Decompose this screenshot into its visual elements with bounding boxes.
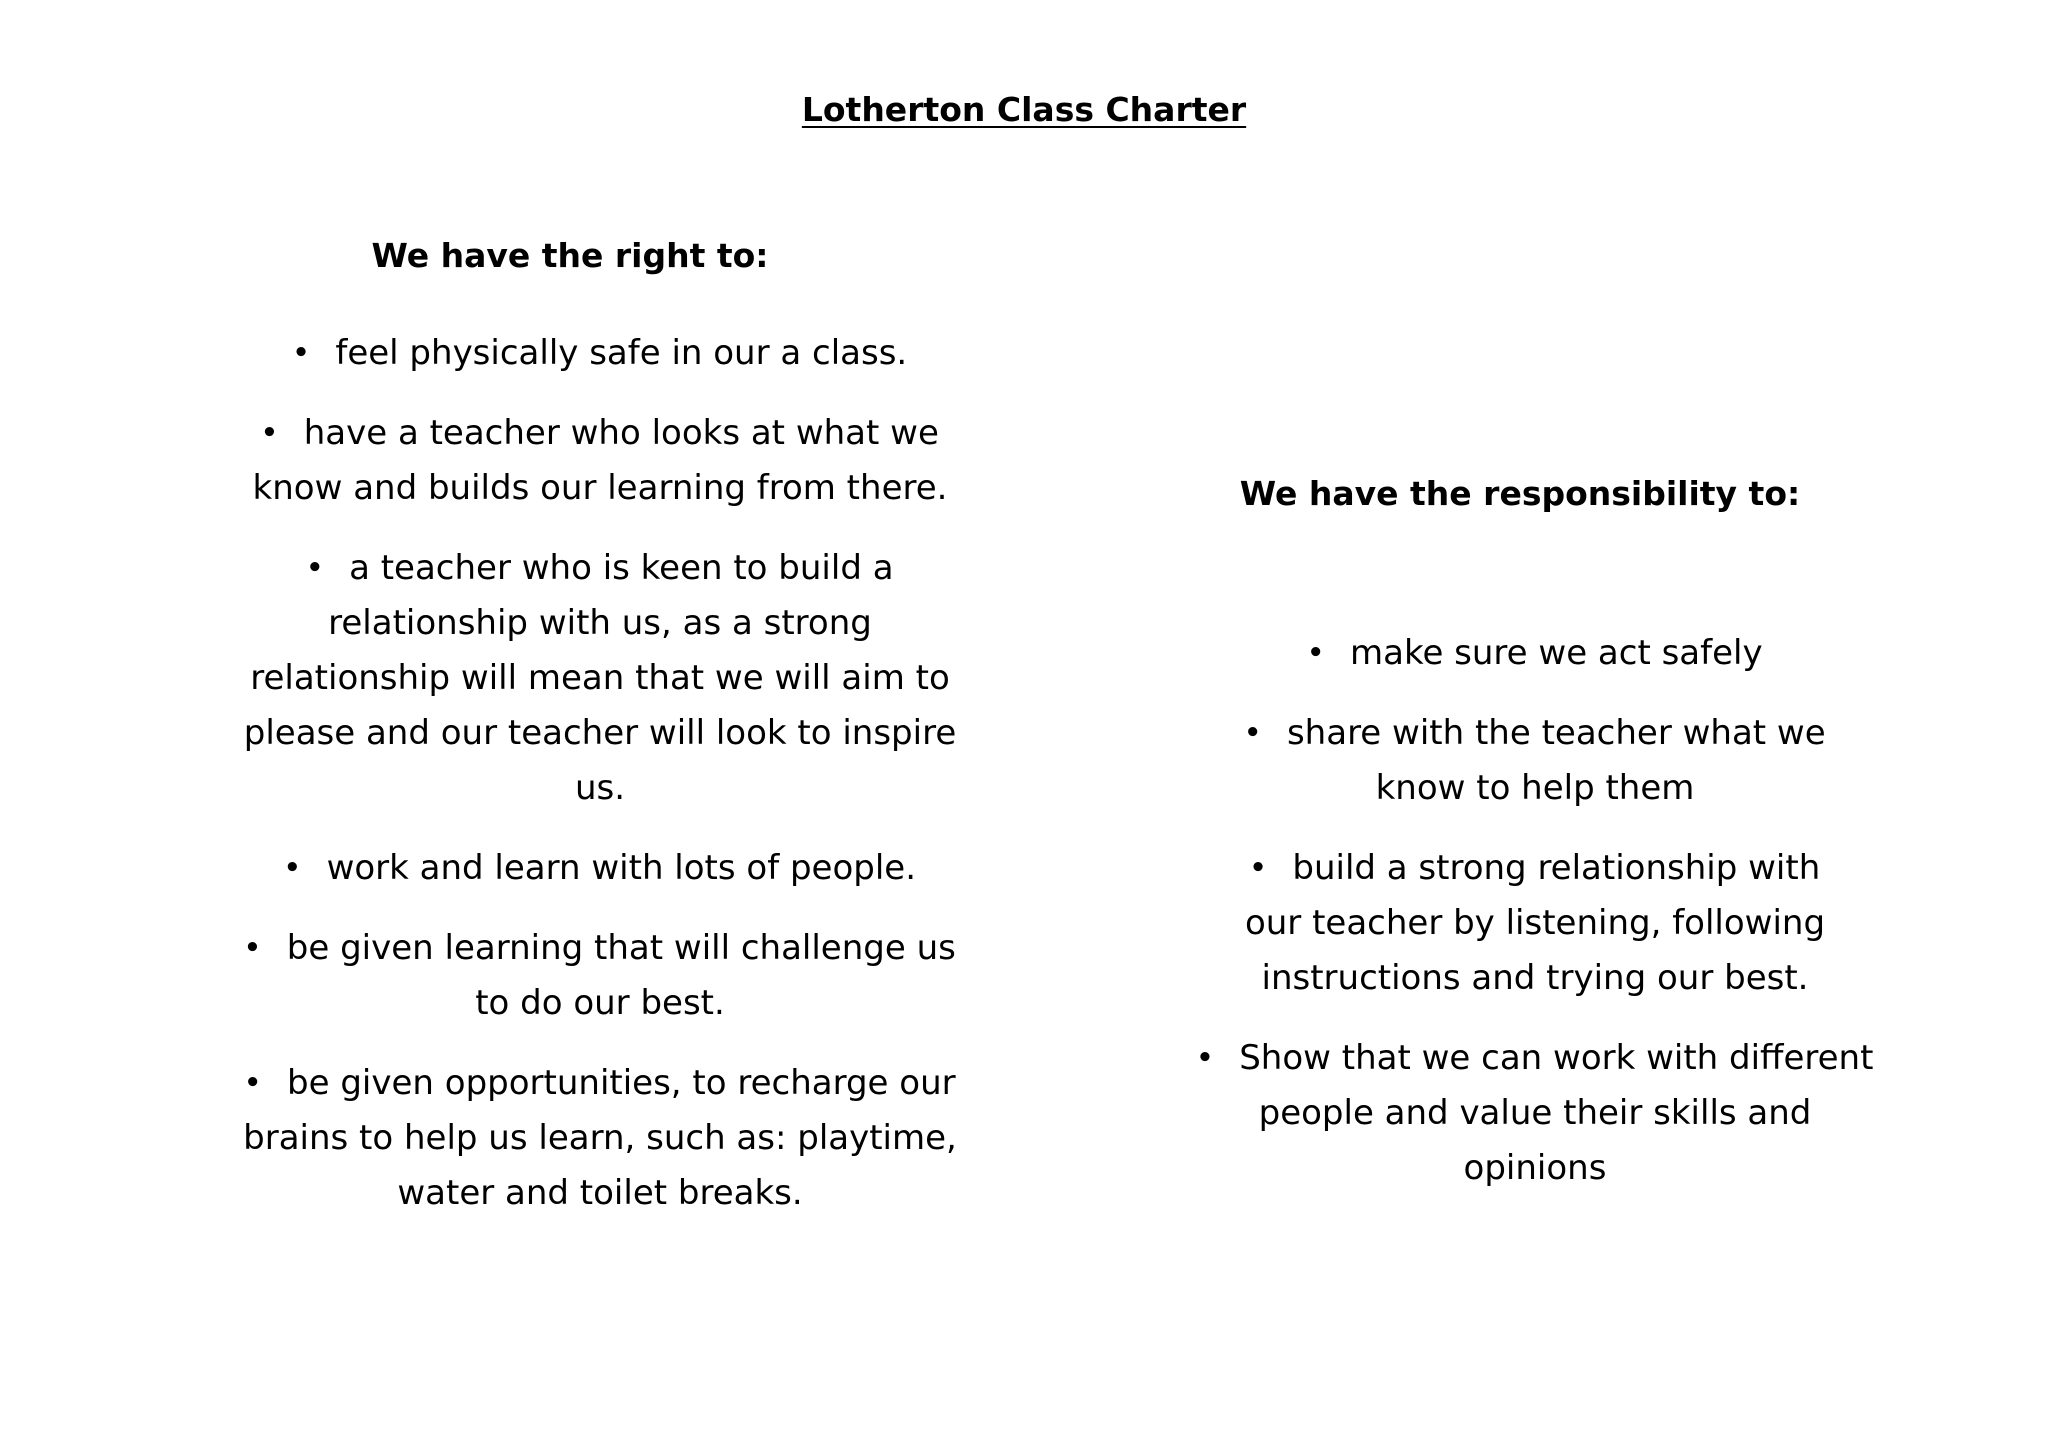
list-item (1195, 706, 1875, 816)
bullet-icon: • (292, 338, 310, 368)
list-item-text: be given learning that will challenge us to do our best. (286, 928, 956, 1023)
bullet-icon: • (306, 553, 324, 583)
rights-list (215, 326, 985, 1246)
responsibilities-heading: We have the responsibility to: (1239, 474, 1801, 513)
list-item (215, 541, 985, 816)
list-item (1195, 841, 1875, 1006)
list-item (215, 1056, 985, 1221)
bullet-icon: • (1244, 718, 1261, 748)
bullet-icon: • (283, 853, 301, 883)
list-item-text: feel physically safe in our a class. (335, 333, 908, 373)
list-item-text: share with the teacher what we know to help them (1286, 713, 1826, 808)
document-title: Lotherton Class Charter (801, 90, 1247, 129)
bullet-icon: • (1196, 1043, 1214, 1073)
list-item-text: work and learn with lots of people. (326, 848, 917, 888)
list-item-text: build a strong relationship with our teacher by listening, following instructions and trying our best. (1244, 848, 1826, 998)
rights-heading: We have the right to: (371, 236, 769, 275)
bullet-icon: • (261, 418, 278, 448)
bullet-icon: • (244, 933, 261, 963)
list-item (215, 921, 985, 1031)
responsibilities-list (1195, 626, 1875, 1221)
list-item-text: have a teacher who looks at what we know and builds our learning from there. (252, 413, 948, 508)
list-item (1195, 626, 1875, 681)
bullet-icon: • (1307, 638, 1325, 668)
list-item-text: Show that we can work with different people and value their skills and opinions (1239, 1038, 1874, 1188)
list-item (215, 326, 985, 381)
list-item (1195, 1031, 1875, 1196)
list-item-text: be given opportunities, to recharge our brains to help us learn, such as: playtime, water and toilet breaks. (243, 1063, 957, 1213)
bullet-icon: • (1249, 853, 1267, 883)
list-item-text: a teacher who is keen to build a relationship with us, as a strong relationship will mean that we will aim to please and our teacher will look to inspire us. (243, 548, 957, 808)
list-item (215, 841, 985, 896)
list-item (215, 406, 985, 516)
list-item-text: make sure we act safely (1350, 633, 1763, 673)
bullet-icon: • (244, 1068, 262, 1098)
